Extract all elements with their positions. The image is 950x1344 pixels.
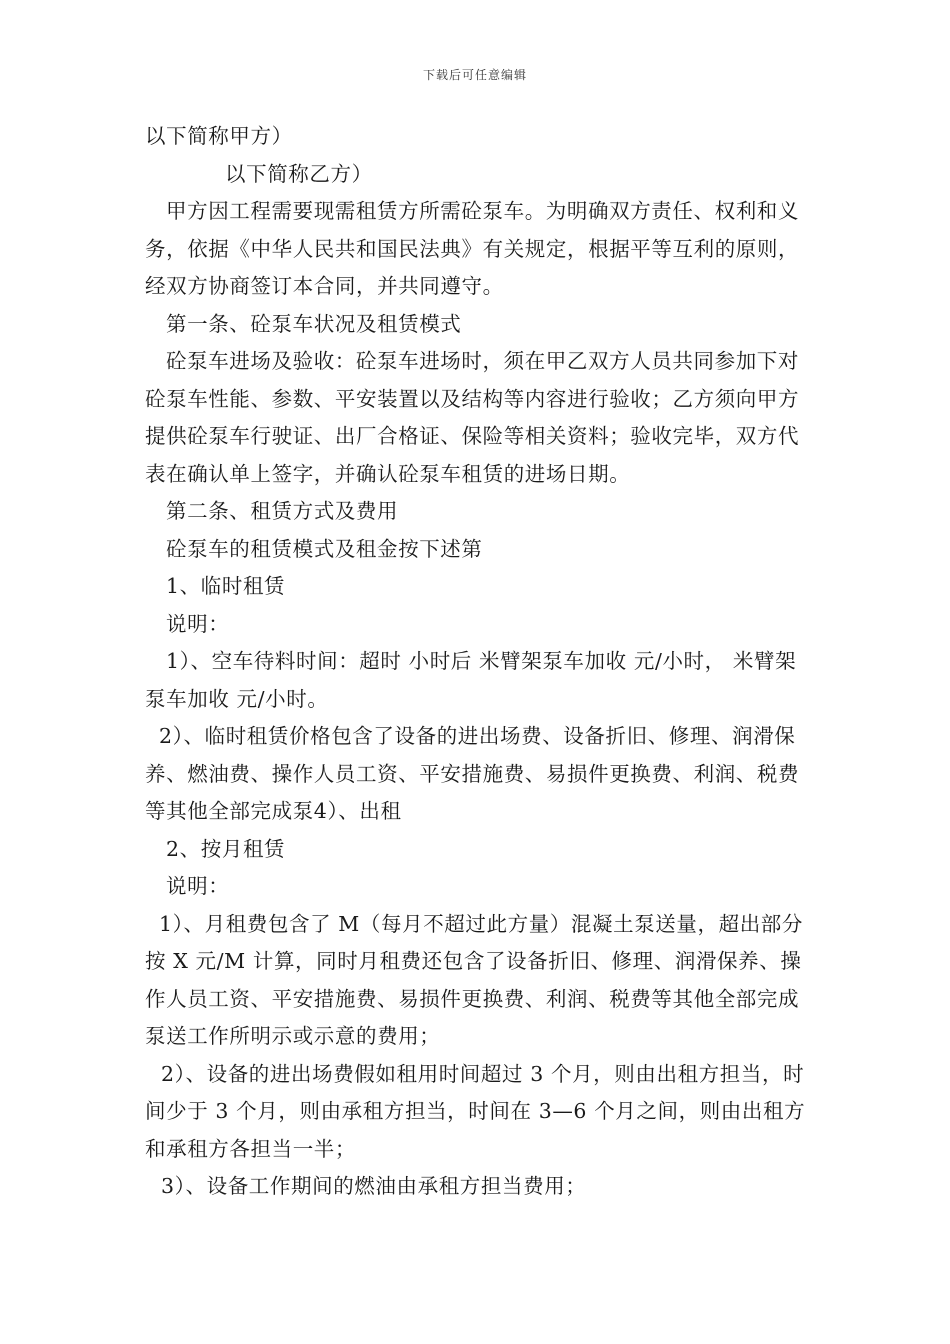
article-2-heading: 第二条、租赁方式及费用	[166, 499, 399, 523]
paragraph-acceptance: 砼泵车进场及验收：砼泵车进场时，须在甲乙双方人员共同参加下对砼泵车性能、参数、平安装置以及结构等内容进行验收；乙方须向甲方提供砼泵车行驶证、出厂合格证、保险等相关资料；验收完毕，双方代表在确认单上签字，并确认砼泵车租赁的进场日期。	[145, 349, 800, 486]
item-temporary-rental: 1、临时租赁	[166, 574, 286, 598]
paragraph-rental-mode: 砼泵车的租赁模式及租金按下述第	[166, 536, 483, 561]
note-temporary-price: 2）、临时租赁价格包含了设备的进出场费、设备折旧、修理、润滑保养、燃油费、操作人员工资、平安措施费、易损件更换费、利润、税费等其他全部完成泵4）、出租	[145, 724, 800, 823]
paragraph-party-a: 以下简称甲方）	[145, 124, 293, 148]
note-label-2: 说明：	[166, 874, 230, 898]
item-monthly-rental: 2、按月租赁	[166, 836, 286, 861]
note-fuel-cost: 3）、设备工作期间的燃油由承租方担当费用；	[161, 1174, 587, 1198]
article-1-heading: 第一条、砼泵车状况及租赁模式	[166, 311, 462, 336]
note-monthly-fee: 1）、月租费包含了 M（每月不超过此方量）混凝土泵送量，超出部分按 X 元/M 计算，同时月租费还包含了设备折旧、修理、润滑保养、操作人员工资、平安措施费、易损件更换费、利润、税费等其他全部完成泵送工作所明示或示意的费用；	[145, 911, 803, 1048]
note-label-1: 说明：	[166, 611, 230, 636]
contract-body	[145, 118, 813, 1206]
page-header: 下载后可任意编辑	[422, 68, 527, 82]
note-entry-exit-fee: 2）、设备的进出场费假如租用时间超过 3 个月，则由出租方担当，时间少于 3 个月，则由承租方担当，时间在 3—6 个月之间，则由出租方和承租方各担当一半；	[145, 1061, 806, 1161]
paragraph-party-b: 以下简称乙方）	[225, 161, 373, 186]
note-idle-time: 1）、空车待料时间：超时 小时后 米臂架泵车加收 元/小时， 米臂架泵车加收 元/小时。	[145, 649, 797, 711]
paragraph-preamble: 甲方因工程需要现需租赁方所需砼泵车。为明确双方责任、权利和义务，依据《中华人民共和国民法典》有关规定，根据平等互利的原则，经双方协商签订本合同，并共同遵守。	[145, 199, 800, 298]
